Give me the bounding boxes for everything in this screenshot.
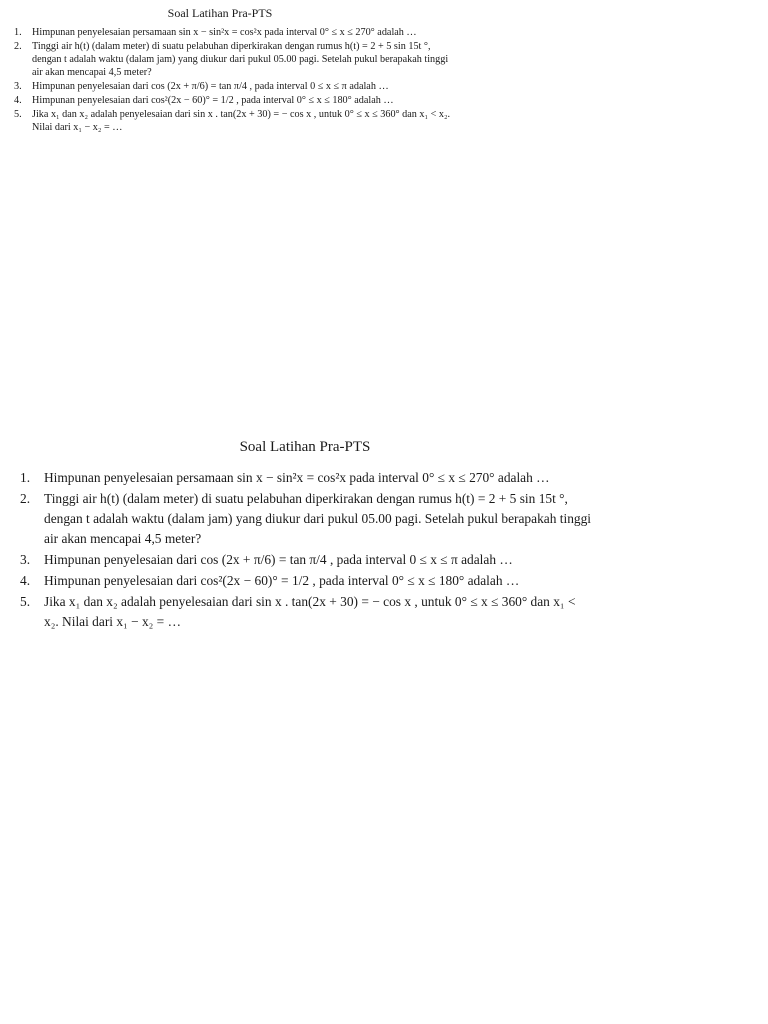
question-item xyxy=(20,468,592,488)
question-list xyxy=(20,468,592,632)
question-text: Himpunan penyelesaian dari cos²(2x − 60)° = 1/2 , pada interval 0° ≤ x ≤ 180° adalah … xyxy=(32,95,394,106)
question-item xyxy=(20,489,592,549)
worksheet-large xyxy=(0,438,600,633)
question-number: 5. xyxy=(20,594,31,609)
question-text: Himpunan penyelesaian persamaan sin x − sin²x = cos²x pada interval 0° ≤ x ≤ 270° adalah … xyxy=(32,27,417,38)
question-text: Himpunan penyelesaian dari cos (2x + π/6) = tan π/4 , pada interval 0 ≤ x ≤ π adalah … xyxy=(44,552,513,567)
question-item xyxy=(14,26,452,39)
question-number: 3. xyxy=(20,552,31,567)
question-number: 3. xyxy=(14,81,22,92)
question-item xyxy=(14,94,452,107)
question-text: Himpunan penyelesaian persamaan sin x − sin²x = cos²x pada interval 0° ≤ x ≤ 270° adalah … xyxy=(44,470,550,485)
worksheet-title: Soal Latihan Pra-PTS xyxy=(167,6,273,20)
question-item xyxy=(14,40,452,79)
question-item xyxy=(14,80,452,93)
question-number: 4. xyxy=(14,95,22,106)
question-item xyxy=(20,571,592,591)
worksheet-title: Soal Latihan Pra-PTS xyxy=(239,439,371,455)
question-text: Himpunan penyelesaian dari cos²(2x − 60)° = 1/2 , pada interval 0° ≤ x ≤ 180° adalah … xyxy=(44,573,520,588)
question-item xyxy=(20,592,592,632)
question-item xyxy=(14,108,452,134)
question-list xyxy=(14,26,452,134)
question-text: Himpunan penyelesaian dari cos (2x + π/6) = tan π/4 , pada interval 0 ≤ x ≤ π adalah … xyxy=(32,81,389,92)
question-text: Tinggi air h(t) (dalam meter) di suatu pelabuhan diperkirakan dengan rumus h(t) = 2 + 5 sin 15t °, dengan t adalah waktu (dalam jam) yang diukur dari pukul 05.00 pagi. Setelah pukul berapakah tinggi air akan mencapai 4,5 meter? xyxy=(44,491,592,546)
question-text: Jika x₁ dan x₂ adalah penyelesaian dari sin x . tan(2x + 30) = − cos x , untuk 0° ≤ x ≤ 360° dan x₁ < x₂. Nilai dari x₁ − x₂ = … xyxy=(44,594,576,629)
question-number: 4. xyxy=(20,573,31,588)
question-number: 1. xyxy=(14,27,22,38)
worksheet-small xyxy=(0,0,600,135)
question-text: Tinggi air h(t) (dalam meter) di suatu pelabuhan diperkirakan dengan rumus h(t) = 2 + 5 sin 15t °, dengan t adalah waktu (dalam jam) yang diukur dari pukul 05.00 pagi. Setelah pukul berapakah tinggi air akan mencapai 4,5 meter? xyxy=(32,41,449,78)
question-number: 2. xyxy=(20,491,31,506)
question-number: 1. xyxy=(20,470,31,485)
question-item xyxy=(20,550,592,570)
question-number: 5. xyxy=(14,109,22,120)
question-text: Jika x₁ dan x₂ adalah penyelesaian dari sin x . tan(2x + 30) = − cos x , untuk 0° ≤ x ≤ 360° dan x₁ < x₂. Nilai dari x₁ − x₂ = … xyxy=(32,109,451,133)
question-number: 2. xyxy=(14,41,22,52)
